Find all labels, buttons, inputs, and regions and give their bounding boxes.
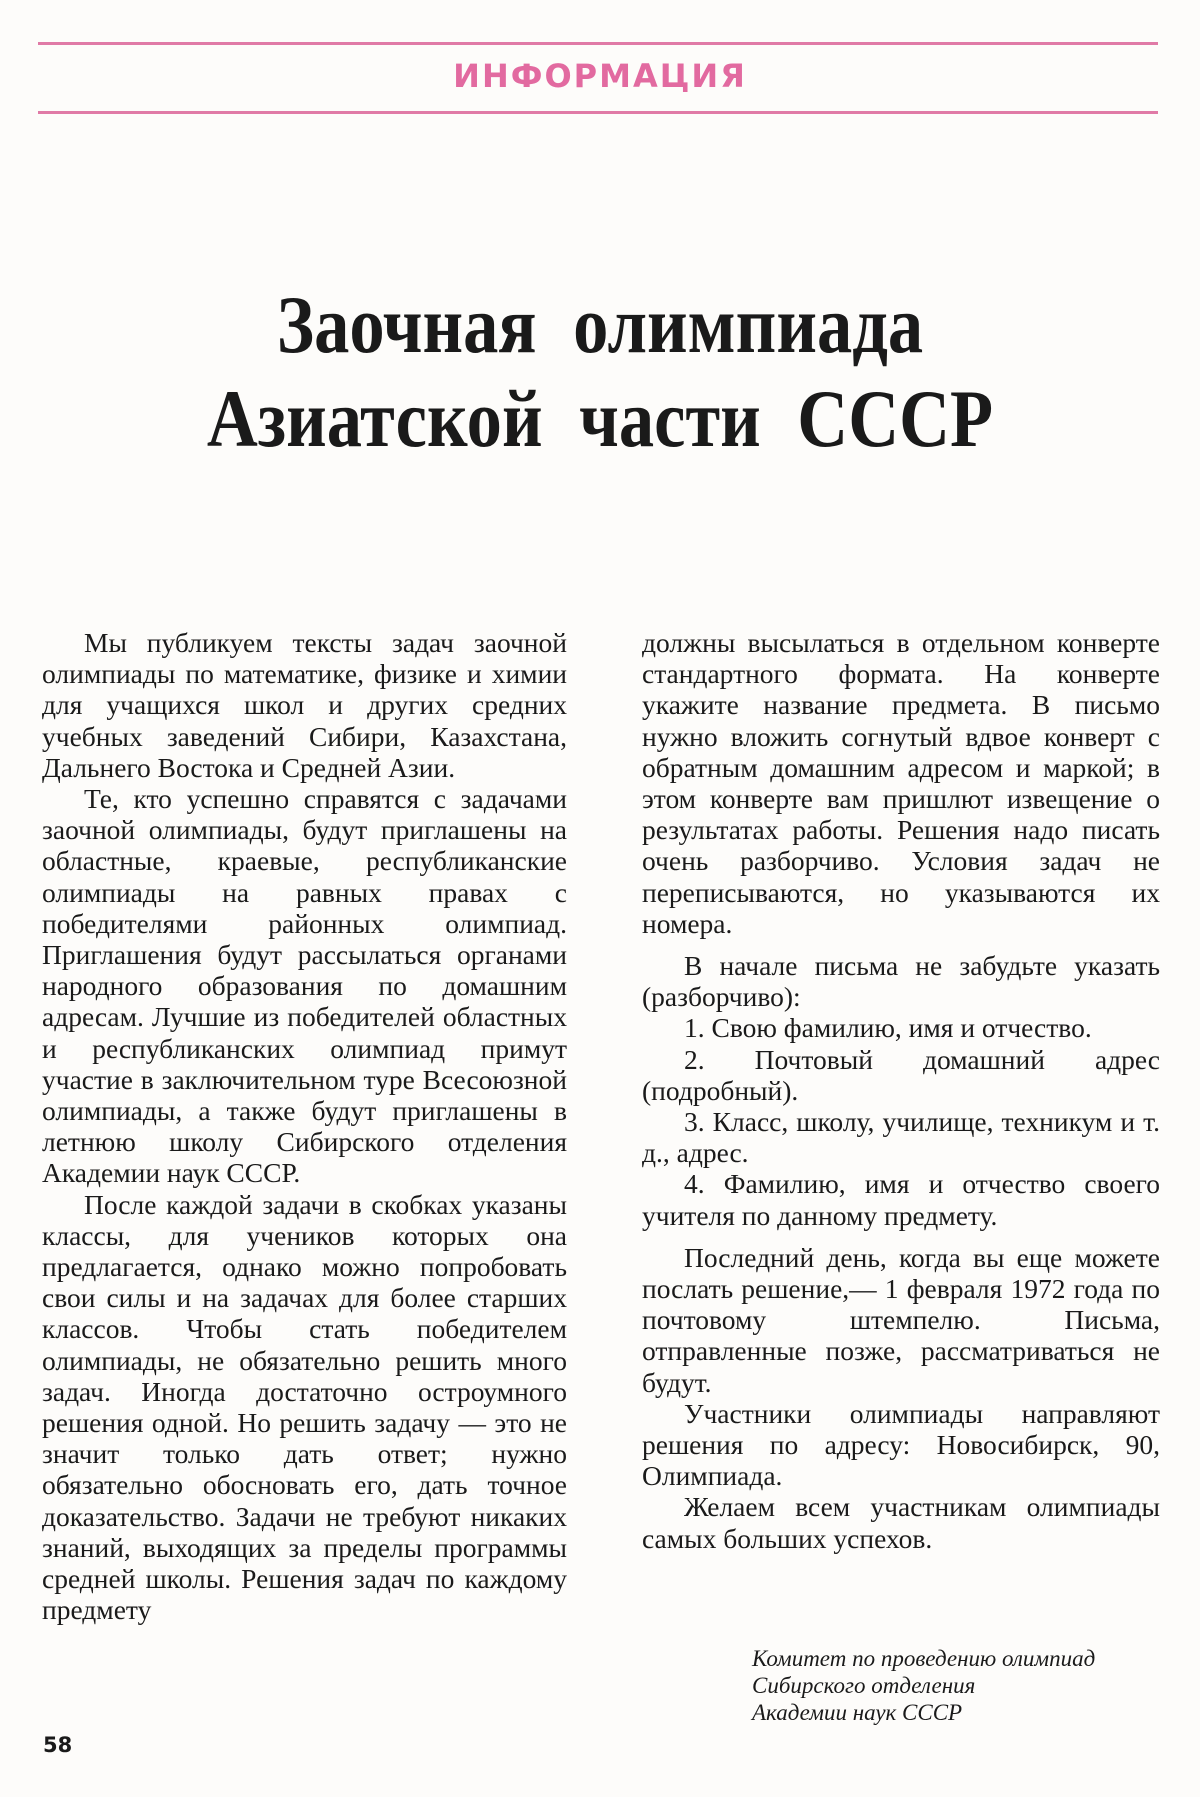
right-column <box>642 627 1160 1554</box>
list-intro: В начале письма не забудьте указать (разборчиво): <box>642 950 1160 1013</box>
signature-line: Сибирского отделения <box>752 1673 976 1698</box>
wishes-paragraph: Желаем всем участникам олимпиады самых больших успехов. <box>642 1491 1160 1554</box>
address-paragraph: Участники олимпиады направляют решения по адресу: Новосибирск, 90, Олимпиада. <box>642 1397 1160 1492</box>
list-item: 2. Почтовый домашний адрес (подробный). <box>642 1043 1160 1106</box>
continuation-paragraph: должны высылаться в отдельном конверте стандартного формата. На конверте укажите название предмета. В письмо нужно вложить согнутый вдвое конверт с обратным домашним адресом и маркой; в этом конверте вам пришлют извещение о результатах работы. Решения надо писать очень разборчиво. Условия задач не переписываются, но указываются их номера. <box>642 627 1160 939</box>
intro-paragraph: Мы публикуем тексты задач заочной олимпиады по математике, физике и химии для учащихся школ и других средних учебных заведений Сибири, Казахстана, Дальнего Востока и Средней Азии. <box>42 627 567 783</box>
list-item: 1. Свою фамилию, имя и отчество. <box>684 1012 1092 1044</box>
signature-line: Комитет по проведению олимпиад <box>752 1646 1096 1671</box>
header-top-rule <box>38 42 1158 45</box>
rules-paragraph: После каждой задачи в скобках указаны классы, для учеников которых она предлагается, однако можно попробовать свои силы и на задачах для более старших классов. Чтобы стать победителем олимпиады, не обязательно решить много задач. Иногда достаточно остроумного решения одной. Но решить задачу — это не значит только дать ответ; нужно обязательно обосновать его, дать точное доказательство. Задачи не требуют никаких знаний, выходящих за пределы программы средней школы. Решения задач по каждому предмету <box>42 1188 567 1626</box>
title-line-1: Заочная олимпиада <box>276 279 924 370</box>
list-item: 3. Класс, школу, училище, техникум и т. д., адрес. <box>642 1106 1160 1169</box>
page-number: 58 <box>43 1733 73 1757</box>
left-column <box>42 627 567 1626</box>
signature <box>752 1645 1172 1726</box>
signature-line: Академии наук СССР <box>752 1700 963 1725</box>
section-label: ИНФОРМАЦИЯ <box>453 57 747 95</box>
list-item: 4. Фамилию, имя и отчество своего учителя по данному предмету. <box>642 1168 1160 1231</box>
deadline-paragraph: Последний день, когда вы еще можете послать решение,— 1 февраля 1972 года по почтовому штемпелю. Письма, отправленные позже, рассматриваться не будут. <box>642 1241 1160 1398</box>
title-line-2: Азиатской части СССР <box>206 373 994 464</box>
header-bottom-rule <box>38 111 1158 114</box>
article-title <box>84 278 1116 466</box>
invitation-paragraph: Те, кто успешно справятся с задачами заочной олимпиады, будут приглашены на областные, краевые, республиканские олимпиады на равных правах с победителями районных олимпиад. Приглашения будут рассылаться органами народного образования по домашним адресам. Лучшие из победителей областных и республиканских олимпиад примут участие в заключительном туре Всесоюзной олимпиады, а также будут приглашены в летнюю школу Сибирского отделения Академии наук СССР. <box>42 783 567 1189</box>
